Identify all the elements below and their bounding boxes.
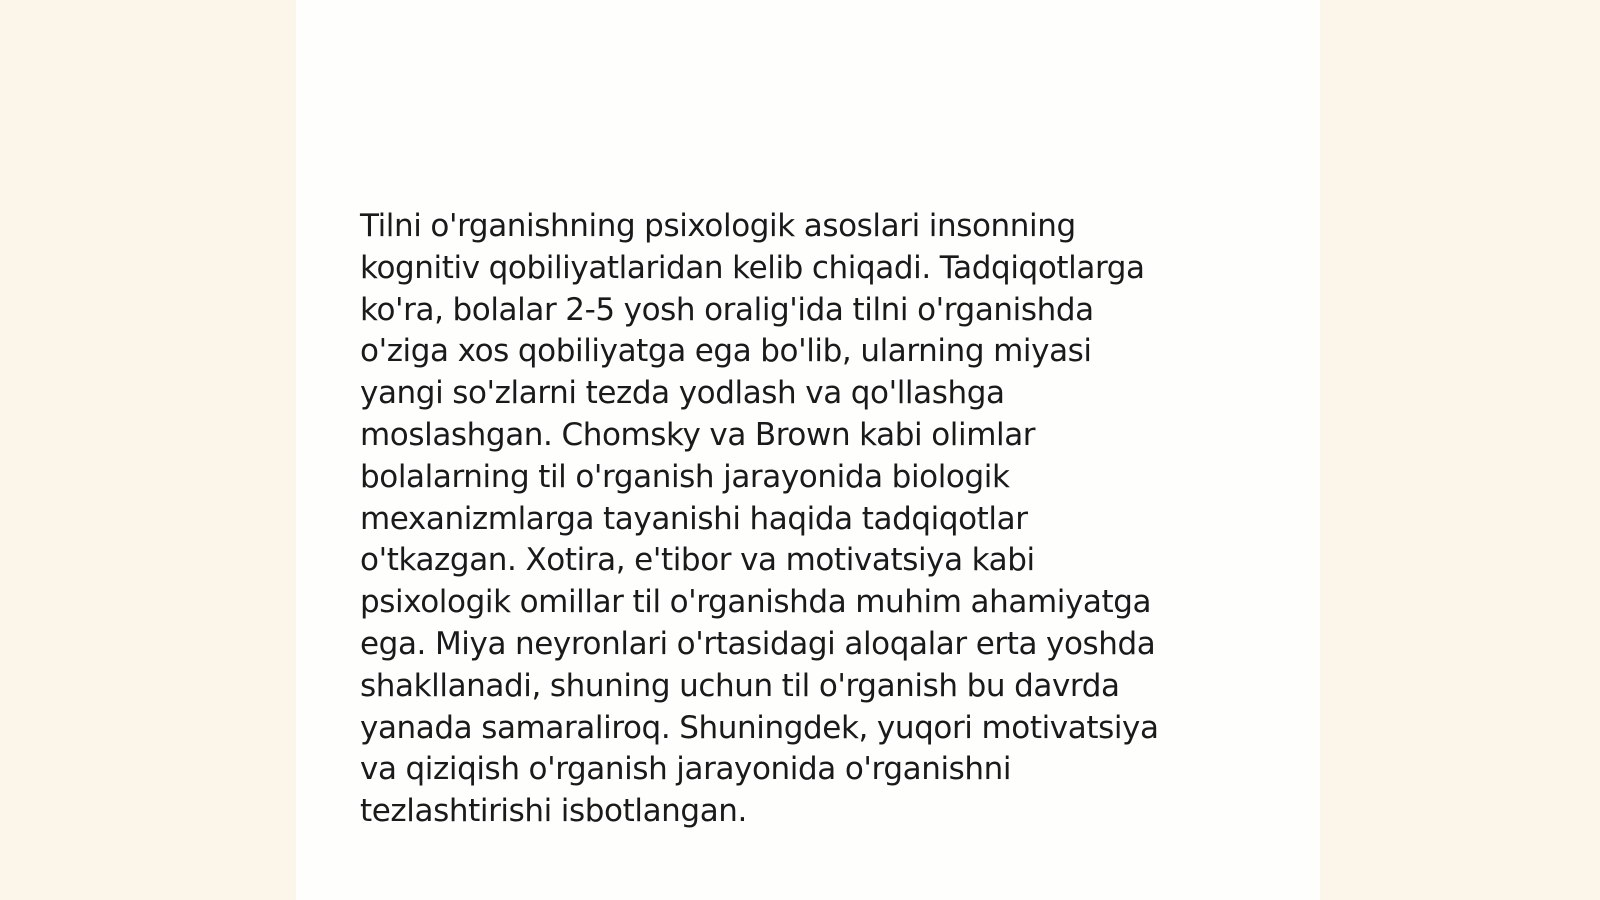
paragraph-line-5: yangi so'zlarni tezda yodlash va qo'llashga xyxy=(360,375,1005,412)
paragraph-line-13: yanada samaraliroq. Shuningdek, yuqori motivatsiya xyxy=(360,709,1159,746)
paragraph-line-2: kognitiv qobiliyatlaridan kelib chiqadi. Tadqiqotlarga xyxy=(360,249,1145,286)
paragraph-line-6: moslashgan. Chomsky va Brown kabi olimlar xyxy=(360,416,1036,453)
paragraph-line-14: va qiziqish o'rganish jarayonida o'rganishni xyxy=(360,751,1012,788)
document-page xyxy=(296,0,1320,900)
body-paragraph xyxy=(360,206,1230,833)
paragraph-line-1: Tilni o'rganishning psixologik asoslari insonning xyxy=(360,208,1076,244)
paragraph-line-9: o'tkazgan. Xotira, e'tibor va motivatsiya kabi xyxy=(360,542,1035,579)
paragraph-line-8: mexanizmlarga tayanishi haqida tadqiqotlar xyxy=(360,500,1028,537)
paragraph-line-3: ko'ra, bolalar 2-5 yosh oralig'ida tilni o'rganishda xyxy=(360,291,1094,328)
paragraph-line-12: shakllanadi, shuning uchun til o'rganish bu davrda xyxy=(360,667,1120,704)
paragraph-line-10: psixologik omillar til o'rganishda muhim ahamiyatga xyxy=(360,584,1152,621)
paragraph-line-15: tezlashtirishi isbotlangan. xyxy=(360,793,747,830)
paragraph-line-7: bolalarning til o'rganish jarayonida biologik xyxy=(360,458,1010,495)
paragraph-line-11: ega. Miya neyronlari o'rtasidagi aloqalar erta yoshda xyxy=(360,625,1156,662)
paragraph-line-4: o'ziga xos qobiliyatga ega bo'lib, ularning miyasi xyxy=(360,333,1092,370)
